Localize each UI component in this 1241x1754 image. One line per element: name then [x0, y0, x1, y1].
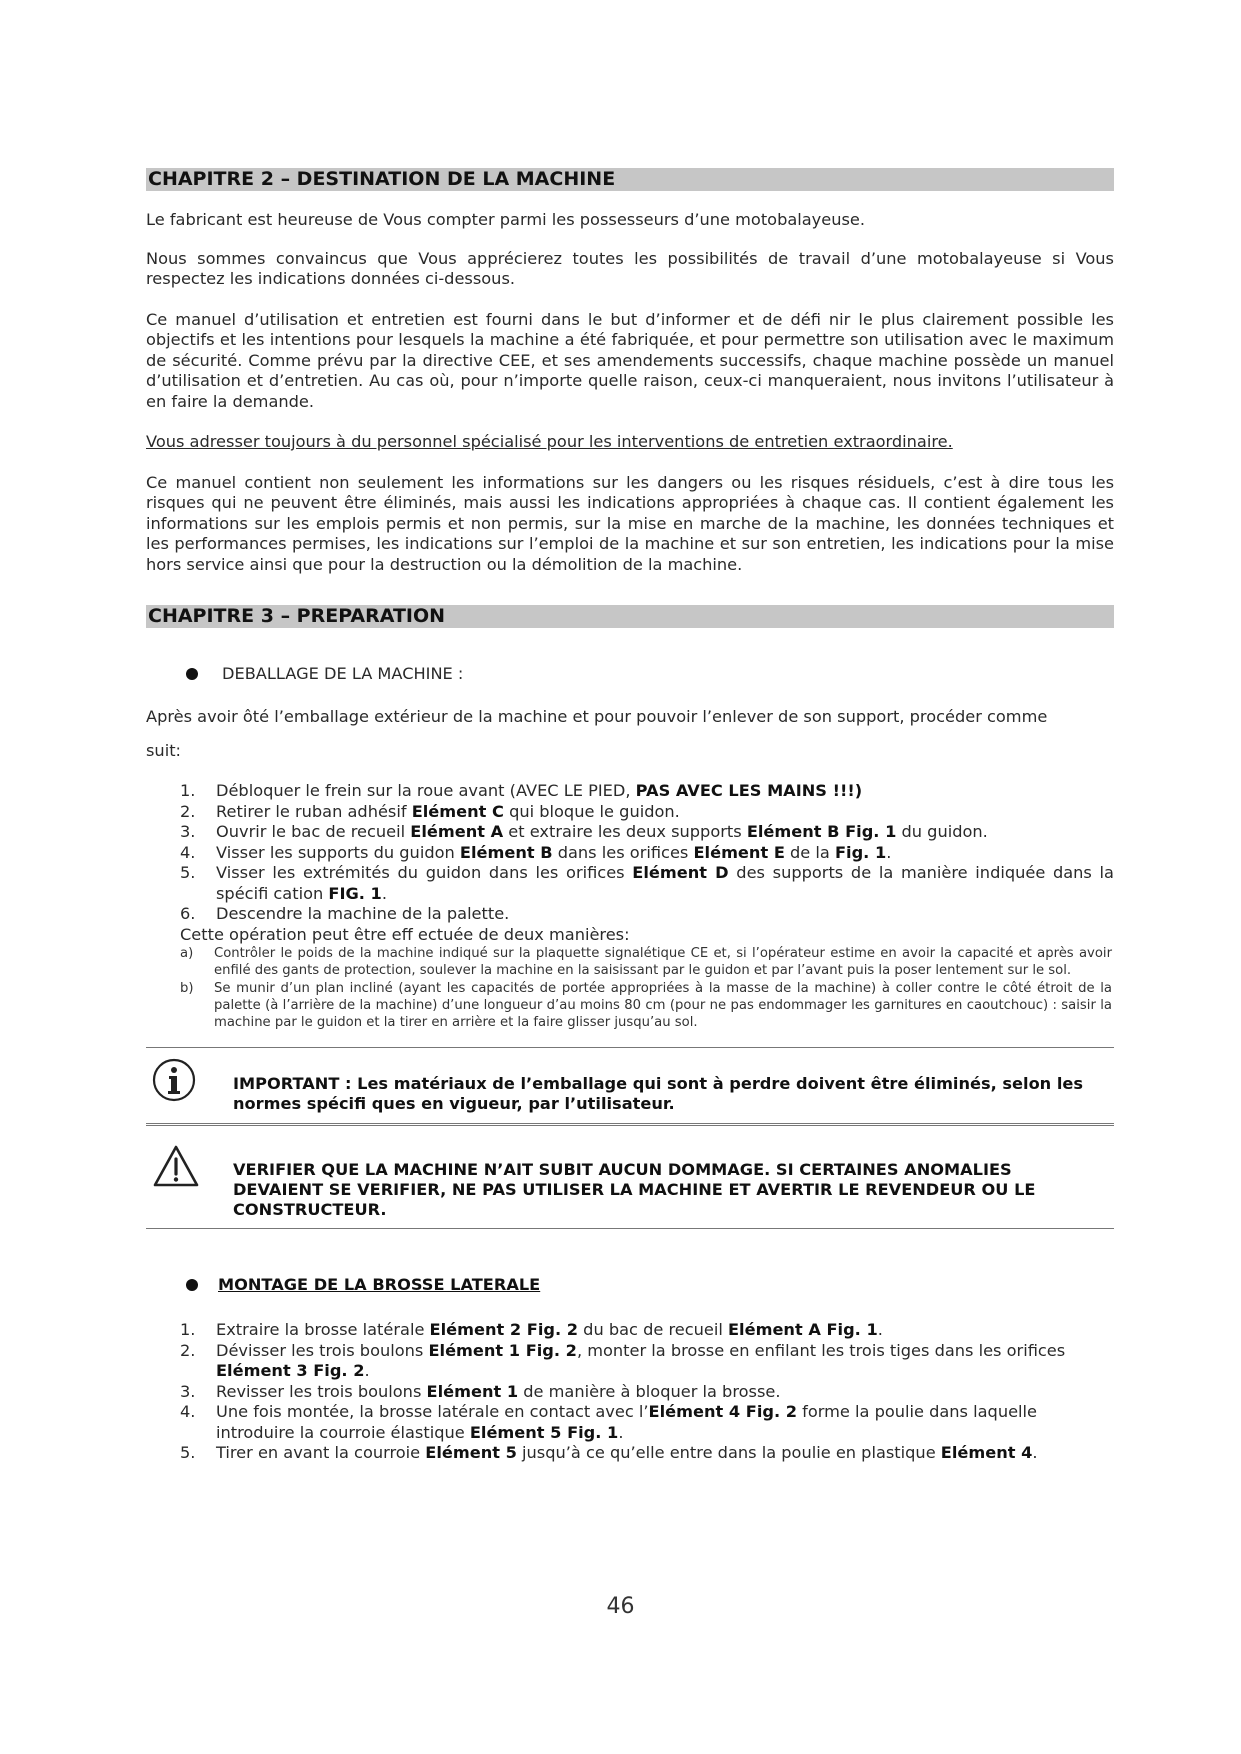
section-title: MONTAGE DE LA BROSSE LATERALE: [218, 1275, 541, 1294]
list-item: 1. Débloquer le frein sur la roue avant (AVEC LE PIED, PAS AVEC LES MAINS !!!): [180, 781, 863, 800]
info-icon: [152, 1058, 196, 1102]
sub-item: a) Contrôler le poids de la machine indiqué sur la plaquette signalétique CE et, si l’opérateur estime en avoir la capacité et après avoir enfilé des gants de protection, soulever la machine en la saisissant par le guidon et par l’avant puis la poser lentement sur le sol.: [180, 946, 1112, 978]
list-item: 3. Revisser les trois boulons Elément 1 de manière à bloquer la brosse.: [180, 1381, 781, 1401]
list-item: 6. Descendre la machine de la palette.: [180, 904, 510, 923]
important-notice: [146, 1047, 1114, 1126]
important-text: IMPORTANT : Les matériaux de l’emballage qui sont à perdre doivent être éliminés, selon les normes spécifi ques en vigueur, par l’utilisateur.: [233, 1074, 1084, 1113]
list-item: 4. Une fois montée, la brosse latérale en contact avec l’Elément 4 Fig. 2 forme la poulie dans laquelle introduire la courroie élastique Elément 5 Fig. 1.: [180, 1402, 1038, 1442]
paragraph: Le fabricant est heureuse de Vous compter parmi les possesseurs d’une motobalayeuse.: [146, 210, 866, 229]
paragraph: Nous sommes convaincus que Vous apprécierez toutes les possibilités de travail d’une motobalayeuse si Vous respectez les indications données ci-dessous.: [146, 248, 1114, 288]
list-item: 5. Visser les extrémités du guidon dans les orifices Elément D des supports de la manière indiquée dans la spécifi cation FIG. 1.: [180, 863, 1114, 903]
chapter-2-heading: CHAPITRE 2 – DESTINATION DE LA MACHINE: [146, 168, 1114, 191]
sub-item: b) Se munir d’un plan incliné (ayant les capacités de portée appropriées à la masse de la machine) à coller contre le côté étroit de la palette (à l’arrière de la machine) d’une longueur d’au moins 80 cm (pour ne pas endommager les garnitures en caoutchouc) : saisir la machine par le guidon et la tirer en arrière et la faire glisser jusqu’au sol.: [180, 981, 1112, 1030]
list-item: 4. Visser les supports du guidon Elément B dans les orifices Elément E de la Fig. 1.: [180, 842, 892, 862]
warning-text: VERIFIER QUE LA MACHINE N’AIT SUBIT AUCUN DOMMAGE. SI CERTAINES ANOMALIES DEVAIENT SE VERIFIER, NE PAS UTILISER LA MACHINE ET AVERTIR LE REVENDEUR OU LE CONSTRUCTEUR.: [233, 1160, 1036, 1219]
section-montage: [146, 1275, 1114, 1294]
underlined-note: Vous adresser toujours à du personnel spécialisé pour les interventions de entretien extraordinaire.: [146, 432, 953, 451]
paragraph: Après avoir ôté l’emballage extérieur de la machine et pour pouvoir l’enlever de son support, procéder comme: [146, 707, 1048, 726]
page-number: 46: [606, 1594, 635, 1619]
list-item: 2. Dévisser les trois boulons Elément 1 Fig. 2, monter la brosse en enfilant les trois tiges dans les orifices Elément 3 Fig. 2.: [180, 1340, 1066, 1380]
warning-notice: [146, 1130, 1114, 1229]
bullet-icon: [186, 1279, 198, 1291]
list-item: 3. Ouvrir le bac de recueil Elément A et extraire les deux supports Elément B Fig. 1 du guidon.: [180, 822, 988, 841]
chapter-3-heading: CHAPITRE 3 – PREPARATION: [146, 605, 1114, 628]
deballage-steps: [146, 781, 1114, 1031]
operation-note: Cette opération peut être eff ectuée de deux manières:: [180, 924, 630, 944]
document-page: [146, 168, 1114, 1464]
bullet-icon: [186, 668, 198, 680]
section-title: DEBALLAGE DE LA MACHINE :: [222, 664, 464, 683]
list-item: 1. Extraire la brosse latérale Elément 2 Fig. 2 du bac de recueil Elément A Fig. 1.: [180, 1320, 883, 1339]
paragraph: suit:: [146, 740, 181, 760]
section-deballage: [146, 664, 1114, 683]
paragraph: Ce manuel contient non seulement les informations sur les dangers ou les risques résiduels, c’est à dire tous les risques qui ne peuvent être éliminés, mais aussi les indications appropriées à chaque cas. Il contient également les informations sur les emplois permis et non permis, sur la mise en marche de la machine, les données techniques et les performances permises, les indications sur l’emploi de la machine et sur son entretien, les indications pour la mise hors service ainsi que pour la destruction ou la démolition de la machine.: [146, 472, 1114, 574]
list-item: 5. Tirer en avant la courroie Elément 5 jusqu’à ce qu’elle entre dans la poulie en plastique Elément 4.: [180, 1443, 1038, 1462]
paragraph: Ce manuel d’utilisation et entretien est fourni dans le but d’informer et de défi nir le plus clairement possible les objectifs et les intentions pour lesquels la machine a été fabriquée, et pour permettre son utilisation avec le maximum de sécurité. Comme prévu par la directive CEE, et ses amendements successifs, chaque machine possède un manuel d’utilisation et d’entretien. Au cas où, pour n’importe quelle raison, ceux-ci manqueraient, nous invitons l’utilisateur à en faire la demande.: [146, 309, 1114, 411]
warning-icon: [152, 1144, 200, 1188]
montage-steps: [146, 1320, 1114, 1464]
list-item: 2. Retirer le ruban adhésif Elément C qui bloque le guidon.: [180, 801, 680, 821]
